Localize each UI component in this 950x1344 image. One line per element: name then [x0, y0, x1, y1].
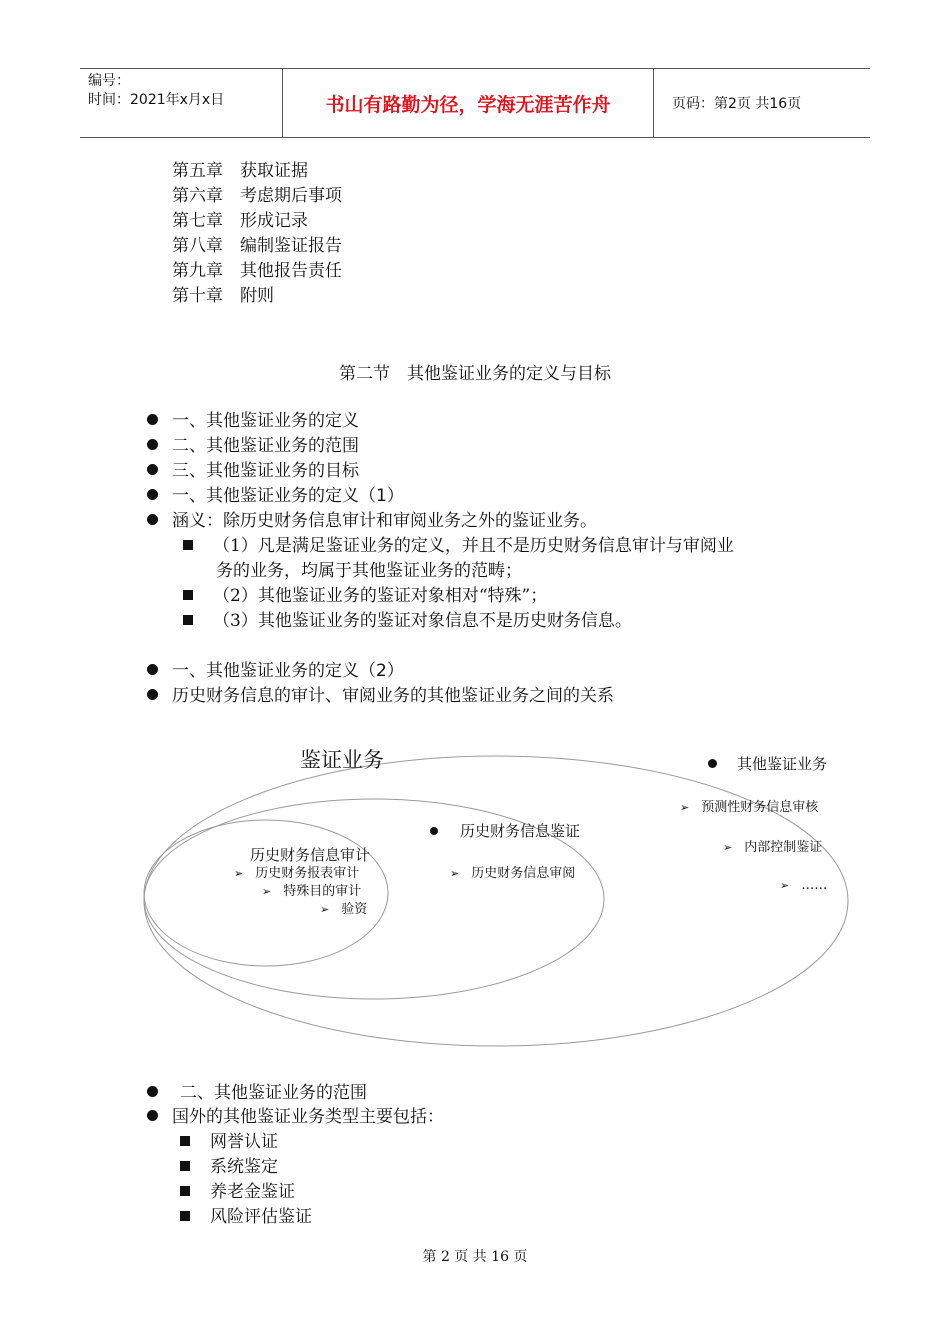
arrow-icon: ➢: [723, 841, 733, 854]
item-text: 预测性财务信息审核: [701, 800, 819, 815]
bullet-text: 国外的其他鉴证业务类型主要包括：: [172, 1107, 444, 1127]
header-time: 时间：2021年x月x日: [88, 92, 225, 108]
bullet-scope-intro: [147, 1106, 444, 1128]
square-bullet-icon: [183, 590, 193, 600]
header-number: 编号：: [88, 73, 130, 89]
bullet-text: 一、其他鉴证业务的定义（1）: [172, 486, 404, 506]
square-bullet-icon: [180, 1211, 190, 1221]
item-text: ……: [801, 878, 828, 893]
diagram-outer-title: 鉴证业务: [300, 748, 384, 772]
square-bullet-icon: [180, 1161, 190, 1171]
chapter-10: 第十章 附则: [172, 286, 274, 306]
diagram-mid-title: [430, 820, 580, 841]
item-text: 验资: [341, 902, 368, 917]
square-bullet-icon: [180, 1136, 190, 1146]
chapter-9: 第九章 其他报告责任: [172, 261, 342, 281]
item-text: （2）其他鉴证业务的鉴证对象相对“特殊”；: [213, 586, 548, 606]
bullet-definition-2: [147, 660, 404, 682]
diagram-other-title-text: 其他鉴证业务: [737, 755, 828, 773]
header-page: [664, 69, 870, 137]
arrow-icon: ➢: [450, 867, 460, 880]
scope-item-1: [180, 1131, 278, 1153]
item-text: 内部控制鉴证: [744, 840, 823, 855]
bullet-goal: [147, 460, 359, 482]
diagram-inner-title: 历史财务信息审计: [250, 846, 371, 864]
bullet-icon: [147, 489, 158, 500]
arrow-icon: ➢: [262, 885, 272, 898]
diagram-other-item-3: [780, 878, 827, 893]
bullet-icon: [147, 514, 158, 525]
bullet-relation: [147, 685, 614, 707]
diagram-inner-item-1: [234, 862, 359, 881]
header-page-label: 页码：第2页 共16页: [672, 96, 802, 112]
bullet-icon: [147, 664, 158, 675]
item-text: 网誉认证: [210, 1132, 278, 1152]
item-text: 历史财务报表审计: [255, 866, 360, 881]
bullet-scope: [147, 435, 359, 457]
diagram-mid-title-text: 历史财务信息鉴证: [460, 822, 581, 840]
item-text: 养老金鉴证: [210, 1182, 295, 1202]
page-header: [80, 68, 870, 138]
arrow-icon: ➢: [680, 801, 690, 814]
bullet-icon: [430, 827, 438, 835]
item-text: 风险评估鉴证: [210, 1207, 312, 1227]
bullet-icon: [147, 439, 158, 450]
diagram-other-item-1: [680, 796, 818, 815]
square-bullet-icon: [183, 540, 193, 550]
diagram-other-title: [708, 753, 827, 774]
item-text: （1）凡是满足鉴证业务的定义，并且不是历史财务信息审计与审阅业: [213, 536, 734, 556]
bullet-definition-1: [147, 485, 404, 507]
meaning-item-3: [183, 610, 632, 632]
bullet-icon: [147, 1110, 158, 1121]
bullet-text: 历史财务信息的审计、审阅业务的其他鉴证业务之间的关系: [172, 686, 614, 706]
bullet-text: 二、其他鉴证业务的范围: [180, 1083, 367, 1103]
square-bullet-icon: [180, 1186, 190, 1196]
bullet-icon: [147, 464, 158, 475]
item-text: （3）其他鉴证业务的鉴证对象信息不是历史财务信息。: [213, 611, 632, 631]
meaning-item-1-cont: 务的业务，均属于其他鉴证业务的范畴；: [216, 561, 522, 581]
bullet-text: 一、其他鉴证业务的定义（2）: [172, 661, 404, 681]
bullet-meaning: [147, 510, 597, 532]
bullet-icon: [147, 689, 158, 700]
scope-item-2: [180, 1156, 278, 1178]
bullet-scope-title: [147, 1082, 367, 1104]
scope-item-4: [180, 1206, 312, 1228]
bullet-text: 一、其他鉴证业务的定义: [172, 411, 359, 431]
bullet-text: 三、其他鉴证业务的目标: [172, 461, 359, 481]
bullet-icon: [147, 414, 158, 425]
header-motto: 书山有路勤为径，学海无涯苦作舟: [282, 69, 654, 137]
diagram-inner-item-3: [320, 898, 367, 917]
bullet-text: 二、其他鉴证业务的范围: [172, 436, 359, 456]
meaning-item-2: [183, 585, 547, 607]
item-text: 特殊目的审计: [283, 884, 362, 899]
header-meta: [80, 69, 282, 137]
arrow-icon: ➢: [320, 903, 330, 916]
chapter-7: 第七章 形成记录: [172, 211, 308, 231]
diagram-other-item-2: [723, 836, 822, 855]
item-text: 系统鉴定: [210, 1157, 278, 1177]
chapter-5: 第五章 获取证据: [172, 161, 308, 181]
page-footer: 第 2 页 共 16 页: [422, 1249, 528, 1265]
square-bullet-icon: [183, 615, 193, 625]
arrow-icon: ➢: [234, 867, 244, 880]
item-text: 历史财务信息审阅: [471, 866, 576, 881]
scope-item-3: [180, 1181, 295, 1203]
section-title: 第二节 其他鉴证业务的定义与目标: [339, 364, 611, 384]
bullet-text: 涵义：除历史财务信息审计和审阅业务之外的鉴证业务。: [172, 511, 597, 531]
chapter-8: 第八章 编制鉴证报告: [172, 236, 342, 256]
meaning-item-1: [183, 535, 734, 557]
diagram-mid-item-1: [450, 862, 575, 881]
diagram-inner-item-2: [262, 880, 361, 899]
bullet-definition: [147, 410, 359, 432]
bullet-icon: [708, 759, 717, 768]
chapter-6: 第六章 考虑期后事项: [172, 186, 342, 206]
arrow-icon: ➢: [780, 879, 790, 892]
bullet-icon: [147, 1086, 158, 1097]
